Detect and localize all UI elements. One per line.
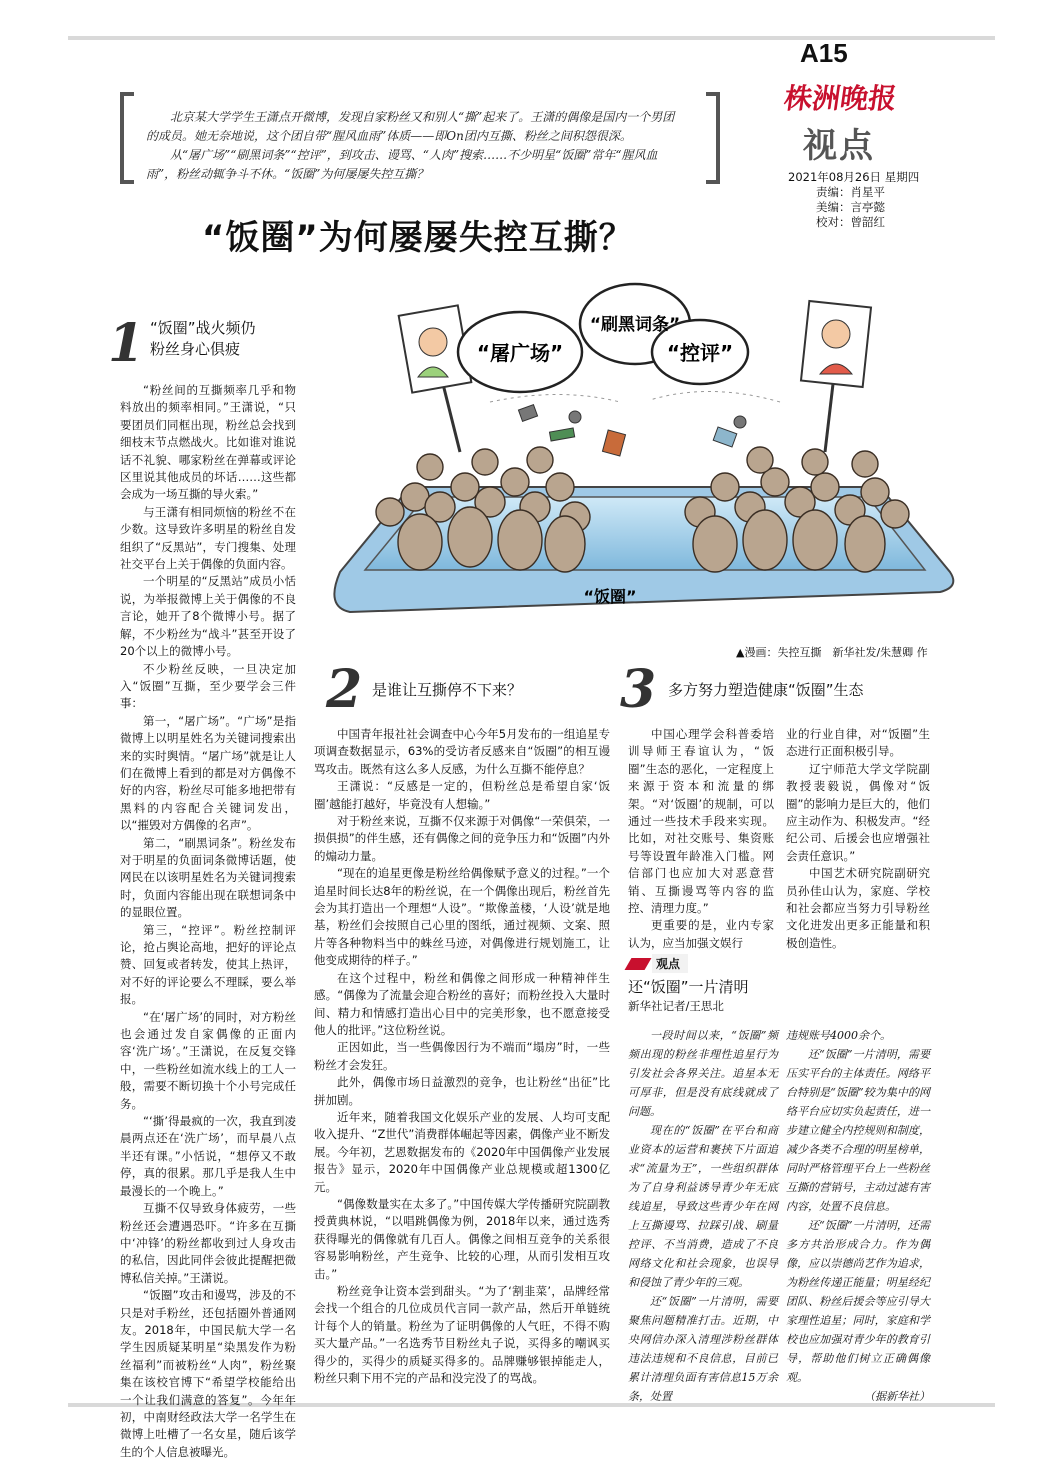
paragraph: 还“饭圈”一片清明，还需多方共治形成合力。作为偶像，应以崇德尚艺作为追求，为粉丝传递正能量；明星经纪团队、粉丝后援会等应引导大家理性追星；同时，家庭和学校也应加强对青少年的教育引导，帮助他们树立正确偶像观。: [786, 1219, 930, 1384]
paragraph: “偶像数量实在太多了。”中国传媒大学传播研究院副教授黄典林说，“以唱跳偶像为例，2018年以来，通过选秀获得曝光的偶像就有几百人。偶像之间相互竞争的关系很容易影响粉丝，产生竞争、比较的心理，从而引发相互攻击。”: [314, 1196, 610, 1281]
paragraph: 第一，“屠广场”。“广场”是指微博上以明星姓名为关键词搜索出来的实时舆情。“屠广场”就是让人们在微博上看到的都是对方偶像不好的内容，粉丝尽可能多地把带有黑料的内容配合关键词发出，以“摧毁对方偶像的名声”。: [120, 713, 296, 833]
paragraph: 第二，“刷黑词条”。粉丝发布对于明星的负面词条微博话题，使网民在以该明星姓名为关键词搜索时，负面内容能出现在联想词条中的显眼位置。: [120, 835, 296, 920]
proofreader-credit: 校对：曾韶红: [816, 215, 885, 229]
opinion-tag: [628, 954, 688, 973]
opinion-tag-label: 观点: [652, 954, 688, 973]
paragraph: 近年来，随着我国文化娱乐产业的发展、人均可支配收入提升、“Z世代”消费群体崛起等因素，偶像产业不断发展。今年初，艺恩数据发布的《2020年中国偶像产业发展报告》显示，2020年中国偶像产业总规模或超1300亿元。: [314, 1109, 610, 1194]
paragraph: 还“饭圈”一片清明，需要聚焦问题精准打击。近期，中央网信办深入清理涉粉丝群体违法违规和不良信息，目前已累计清理负面有害信息15万余条，处置: [628, 1295, 778, 1403]
paragraph: 正因如此，当一些偶像因行为不端而“塌房”时，一些粉丝才会发狂。: [314, 1040, 610, 1072]
paragraph: “现在的追星更像是粉丝给偶像赋予意义的过程。”一个追星时间长达8年的粉丝说，在一个偶像出现后，粉丝首先会为其打造出一个理想“人设”。“欺像盖楼，‘人设’就是地基，粉丝们会按照自己心里的图纸，通过视频、文案、照片等各种物料当中的蛛丝马迹，对偶像进行规划施工，让他变成期待的样子。”: [314, 866, 610, 968]
paragraph: 与王潇有相同烦恼的粉丝不在少数。这导致许多明星的粉丝自发组织了“反黑站”，专门搜集、处理社交平台上关于偶像的负面内容。: [120, 504, 296, 572]
section-1-title-line: 粉丝身心俱疲: [150, 340, 241, 358]
pen-icon: [625, 958, 652, 970]
paragraph: 中国心理学会科普委培训导师王春谊认为，“饭圈”生态的恶化，一定程度上来源于资本和流量的绑架。“对‘饭圈’的规制，可以通过一些技术手段来实现。比如，对社交账号、集资账号等设置年龄准入门槛。网信部门也应加大对恶意营销、互撕谩骂等内容的监控、清理力度。”: [628, 727, 774, 916]
flying-debris: [490, 391, 780, 455]
opinion-byline: 新华社记者/王思北: [628, 999, 724, 1013]
cartoon-illustration: [320, 282, 966, 642]
bubble-text-comments: “控评”: [666, 341, 734, 365]
section-3-title: 多方努力塑造健康“饭圈”生态: [668, 681, 864, 699]
paragraph: 粉丝竞争让资本尝到甜头。“为了‘割韭菜’，品牌经常会找一个组合的几位成员代言同一款产品，然后开单链统计每个人的销量。粉丝为了证明偶像的人气旺，不得不购买大量产品。”一名选秀节目粉丝丸子说，买得多的嘲讽买得少的，买得少的质疑买得多的。品牌赚够银掉能走人，粉丝只剩下用不完的产品和没完没了的骂战。: [314, 1284, 610, 1386]
paragraph: 中国艺术研究院副研究员孙佳山认为，家庭、学校和社会都应当努力引导粉丝文化进发出更多正能量和积极创造性。: [786, 866, 930, 950]
section-1-number: 1: [108, 313, 145, 374]
paragraph: 互撕不仅导致身体疲劳，一些粉丝还会遭遇恐吓。“许多在互撕中‘冲锋’的粉丝都收到过人身攻击的私信，因此同伴会彼此提醒把微博私信关掉。”王潇说。: [120, 1201, 296, 1285]
intro-bracket-right: [706, 92, 720, 184]
paragraph: 还“饭圈”一片清明，需要压实平台的主体责任。网络平台特别是“饭圈”较为集中的网络平台应切实负起责任，进一步建立健全内控规则和制度，减少各类不合理的明星榜单，同时严格管理平台上一些粉丝互撕的营销号，主动过滤有害内容，处置不良信息。: [786, 1048, 930, 1213]
headline: “饭圈”为何屡屡失控互撕？: [202, 218, 634, 258]
bubble-text-trending: “刷黑词条”: [589, 315, 681, 335]
paragraph: 辽宁师范大学文学院副教授裴毅说，偶像对“饭圈”的影响力是巨大的，他们应主动作为、积极发声。“经纪公司、后援会也应增强社会责任意识。”: [786, 761, 930, 863]
editor-credit: 责编：肖星平: [816, 185, 885, 199]
paragraph: 一段时间以来，“饭圈”频频出现的粉丝非理性追星行为引发社会各界关注。追星本无可厚非，但是没有底线就成了问题。: [628, 1029, 778, 1118]
paragraph: 现在的“饭圈”在平台和商业资本的运营和裹挟下片面追求“流量为王”，一些组织群体为了自身利益诱导青少年无底线追星，导致这些青少年在网上互撕谩骂、拉踩引战、刷量控评、不当消费，造成了不良网络文化和社会现象，也误导和侵蚀了青少年的三观。: [628, 1124, 778, 1289]
section-1-body: [120, 382, 296, 1459]
paragraph: 业的行业自律，对“饭圈”生态进行正面积极引导。: [786, 727, 930, 759]
paragraph: “饭圈”攻击和谩骂，涉及的不只是对手粉丝，还包括圈外普通网友。2018年，中国民航大学一名学生因质疑某明星“染黑发作为粉丝福利”而被粉丝“人肉”，粉丝聚集在该校官博下“希望学校能给出一个让我们满意的答复”。今年年初，中南财经政法大学一名学生在微博上吐槽了一名女星，随后该学生的个人信息被曝光。: [120, 1288, 296, 1459]
paragraph: 第三，“控评”。粉丝控制评论，抢占舆论高地，把好的评论点赞、回复或者转发，使其上热评，对不好的评论要么不理睬，要么举报。: [120, 922, 296, 1007]
section-name: 视点: [803, 126, 875, 166]
page-number: A15: [800, 38, 848, 68]
paragraph: “在‘屠广场’的同时，对方粉丝也会通过发自家偶像的正面内容‘洗广场’。”王潇说，在反复交锋中，一些粉丝如流水线上的工人一般，需要不断切换十个小号完成任务。: [120, 1009, 296, 1111]
paragraph: “粉丝间的互撕频率几乎和物料放出的频率相同。”王潇说，“只要团员们同框出现，粉丝总会找到细枝末节点燃战火。比如谁对谁说话不礼貌、哪家粉丝在弹幕或评论区里说其他成员的坏话……这些都会成为一场互撕的导火索。”: [120, 383, 296, 502]
section-1-title: [150, 318, 256, 360]
section-2-title: 是谁让互撕停不下来？: [372, 681, 523, 699]
paragraph: 更重要的是，业内专家认为，应当加强文娱行: [628, 918, 774, 950]
paragraph: 在这个过程中，粉丝和偶像之间形成一种精神伴生感。“偶像为了流量会迎合粉丝的喜好；而粉丝投入大量时间、精力和情感打造出心目中的完美形象，也不愿意接受他人的批评。”这位粉丝说。: [314, 970, 610, 1037]
designer-credit: 美编：言亭懿: [816, 200, 885, 214]
opinion-title: 还“饭圈”一片清明: [628, 978, 749, 996]
section-2-body: [314, 726, 610, 1390]
section-3-body-col-b: [786, 726, 930, 950]
newspaper-logo: 株洲晚报: [782, 82, 899, 115]
bubble-text-square: “屠广场”: [476, 341, 564, 365]
source-note: （据新华社）: [864, 1390, 930, 1403]
phone-label: “饭圈”: [583, 587, 637, 606]
opinion-body-col-b: [786, 1026, 930, 1403]
paragraph: 此外，偶像市场日益激烈的竞争，也让粉丝“出征”比拼加剧。: [314, 1075, 610, 1107]
paragraph: 对于粉丝来说，互撕不仅来源于对偶像“一荣俱荣，一损俱损”的伴生感，还有偶像之间的竞争压力和“饭圈”内外的煽动力量。: [314, 814, 610, 863]
opinion-body-col-a: [628, 1026, 778, 1403]
page-meta: [788, 170, 919, 230]
speech-bubbles: [458, 284, 748, 392]
section-3-body-col-a: [628, 726, 774, 950]
paragraph: 中国青年报社社会调查中心今年5月发布的一组追星专项调查数据显示，63%的受访者反感来自“饭圈”的相互谩骂攻击。既然有这么多人反感，为什么互撕不能停息？: [314, 727, 610, 776]
right-sign: [801, 301, 871, 452]
intro-paragraph: 从“屠广场”“刷黑词条”“控评”，到攻击、谩骂、“人肉”搜索……不少明星“饭圈”常年“腥风血雨”，粉丝动辄争斗不休。“饭圈”为何屡屡失控互撕？: [146, 148, 658, 181]
paragraph: 违规账号4000余个。: [786, 1029, 891, 1042]
intro-lead: [146, 108, 686, 184]
section-3-number: 3: [620, 659, 657, 720]
left-sign: [399, 305, 472, 452]
paragraph: 一个明星的“反黑站”成员小恬说，为举报微博上关于偶像的不良言论，她开了8个微博小号。据了解，不少粉丝为“战斗”甚至开设了20个以上的微博小号。: [120, 574, 296, 659]
paragraph: 王潇说：“反感是一定的，但粉丝总是希望自家‘饭圈’越能打越好，毕竟没有人想输。”: [314, 779, 610, 811]
issue-date: 2021年08月26日 星期四: [788, 170, 920, 184]
illustration-caption: ▲漫画：失控互撕 新华社发/朱慧卿 作: [736, 646, 928, 659]
paragraph: 不少粉丝反映，一旦决定加入“饭圈”互撕，至少要学会三件事：: [120, 661, 296, 711]
intro-bracket-left: [120, 92, 134, 184]
paragraph: “‘撕’得最疯的一次，我直到凌晨两点还在‘洗广场’，而早晨八点半还有课。”小恬说，“想停又不敢停，真的很累。那几乎是我人生中最漫长的一个晚上。”: [120, 1114, 296, 1198]
section-2-number: 2: [326, 659, 363, 720]
section-1-title-line: “饭圈”战火频仍: [150, 319, 256, 337]
intro-paragraph: 北京某大学学生王潇点开微博，发现自家粉丝又和别人“撕”起来了。王潇的偶像是国内一个男团的成员。她无奈地说，这个团自带“腥风血雨”体质——即On团内互撕、粉丝之间积怨很深。: [146, 110, 675, 143]
top-rule: [68, 36, 995, 40]
